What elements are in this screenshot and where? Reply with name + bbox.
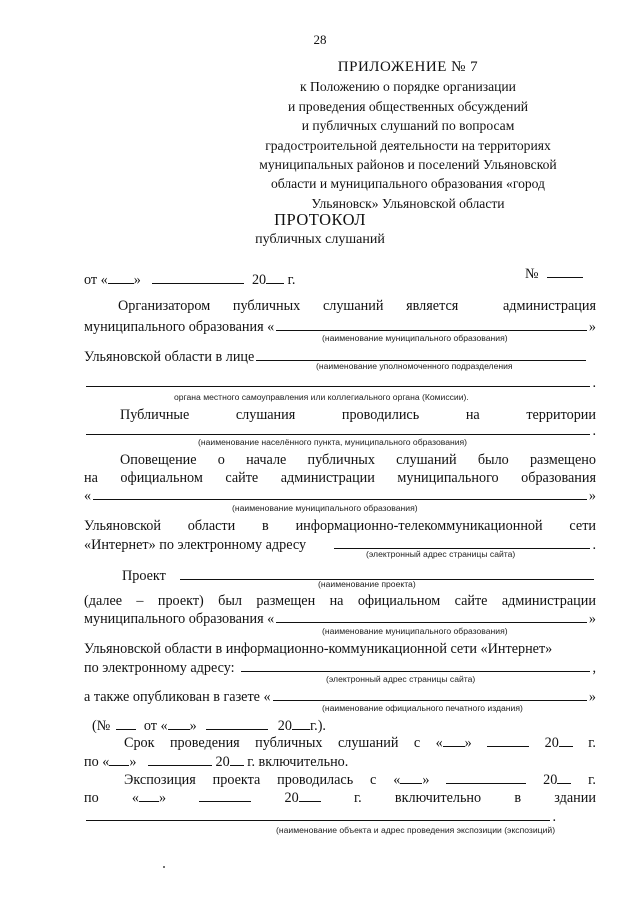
- notification-line-4: Ульяновской области в информационно-телекоммуникационной сети: [84, 518, 596, 534]
- project-line-6: а также опубликован в газете « »: [84, 686, 596, 707]
- protocol-number: №: [525, 264, 615, 284]
- notification-line-1: Оповещение о начале публичных слушаний было размещено: [120, 452, 596, 468]
- exposition-from-month-blank[interactable]: [446, 770, 526, 784]
- caption-settlement: (наименование населённого пункта, муниципального образования): [198, 437, 468, 447]
- caption-exposition: (наименование объекта и адрес проведения экспозиции (экспозиций): [276, 825, 556, 835]
- organizer-line-3: Ульяновской области в лице: [84, 346, 596, 367]
- project-line-3: муниципального образования « »: [84, 608, 596, 629]
- organ-field[interactable]: [86, 372, 590, 387]
- scan-speck: [163, 866, 165, 868]
- issue-day-blank[interactable]: [168, 716, 190, 730]
- exposition-from-day-blank[interactable]: [400, 770, 422, 784]
- appendix-line: и публичных слушаний по вопросам: [301, 118, 515, 134]
- exposition-line-3: .: [84, 806, 556, 827]
- appendix-line: Ульяновск» Ульяновской области: [311, 195, 505, 211]
- notification-line-5: «Интернет» по электронному адресу .: [84, 534, 596, 555]
- caption-municipality: (наименование муниципального образования): [322, 333, 508, 343]
- appendix-line: к Положению о порядке организации: [300, 79, 516, 95]
- year-blank[interactable]: [266, 270, 284, 284]
- appendix-line: и проведения общественных обсуждений: [287, 98, 528, 114]
- period-line-1: Срок проведения публичных слушаний с « » 20 г.: [124, 735, 596, 751]
- notification-line-2: на официальном сайте администрации муниципального образования: [84, 470, 596, 486]
- exposition-to-month-blank[interactable]: [199, 788, 251, 802]
- month-blank[interactable]: [152, 270, 244, 284]
- project-line-2: (далее – проект) был размещен на официальном сайте администрации: [84, 593, 596, 609]
- newspaper-field[interactable]: [273, 686, 587, 701]
- project-line-4: Ульяновской области в информационно-коммуникационной сети «Интернет»: [84, 641, 553, 657]
- notification-url-field[interactable]: [334, 534, 590, 549]
- caption-project: (наименование проекта): [318, 579, 416, 589]
- hearings-line-1: Публичные слушания проводились на территории: [120, 407, 596, 423]
- period-from-month-blank[interactable]: [487, 733, 529, 747]
- department-field[interactable]: [256, 346, 586, 361]
- issue-number-blank[interactable]: [116, 716, 136, 730]
- exposition-to-year-blank[interactable]: [299, 788, 321, 802]
- exposition-to-day-blank[interactable]: [139, 788, 159, 802]
- issue-month-blank[interactable]: [206, 716, 268, 730]
- period-to-day-blank[interactable]: [109, 752, 129, 766]
- appendix-header: [228, 58, 588, 213]
- exposition-from-year-blank[interactable]: [557, 770, 571, 784]
- project-line-7: (№ от « » 20 г.).: [92, 718, 326, 734]
- period-line-2: по « » 20 г. включительно.: [84, 754, 349, 770]
- caption-organ: органа местного самоуправления или коллегиального органа (Комиссии).: [174, 392, 469, 402]
- notification-municipality-field[interactable]: [93, 485, 587, 500]
- issue-year-blank[interactable]: [292, 716, 310, 730]
- municipality-field[interactable]: [276, 316, 587, 331]
- caption-project-url: (электронный адрес страницы сайта): [326, 674, 476, 684]
- caption-newspaper: (наименование официального печатного издания): [322, 703, 523, 713]
- caption-department: (наименование уполномоченного подразделения: [316, 361, 513, 371]
- organizer-line-1: Организатором публичных слушаний является администрация: [118, 298, 596, 314]
- project-name-field[interactable]: [180, 565, 594, 580]
- appendix-title: ПРИЛОЖЕНИЕ № 7: [337, 59, 479, 75]
- caption-notification-url: (электронный адрес страницы сайта): [366, 549, 516, 559]
- number-blank[interactable]: [547, 264, 583, 278]
- period-from-year-blank[interactable]: [559, 733, 573, 747]
- notification-line-3: « »: [84, 485, 596, 506]
- caption-project-municipality: (наименование муниципального образования): [322, 626, 508, 636]
- settlement-field[interactable]: [86, 420, 590, 435]
- period-to-month-blank[interactable]: [148, 752, 212, 766]
- appendix-line: области и муниципального образования «город: [271, 176, 545, 192]
- exposition-location-field[interactable]: [86, 806, 550, 821]
- project-line-1: Проект: [122, 565, 596, 586]
- project-url-field[interactable]: [241, 657, 591, 672]
- period-to-year-blank[interactable]: [230, 752, 244, 766]
- hearings-line-2: .: [84, 420, 596, 441]
- date-line: от « » 20 г.: [84, 272, 296, 288]
- exposition-line-2: по « » 20 г. включительно в здании: [84, 790, 596, 806]
- protocol-subtitle: публичных слушаний: [255, 232, 385, 247]
- period-from-day-blank[interactable]: [443, 733, 465, 747]
- day-blank[interactable]: [108, 270, 134, 284]
- caption-notification-municipality: (наименование муниципального образования): [232, 503, 418, 513]
- project-municipality-field[interactable]: [276, 608, 587, 623]
- appendix-line: градостроительной деятельности на территориях: [265, 137, 551, 153]
- appendix-line: муниципальных районов и поселений Ульяновской: [259, 157, 557, 173]
- exposition-line-1: Экспозиция проекта проводилась с « » 20 г.: [124, 772, 596, 788]
- organizer-line-4: .: [84, 372, 596, 393]
- project-line-5: по электронному адресу: ,: [84, 657, 596, 678]
- organizer-line-2: муниципального образования « »: [84, 316, 596, 337]
- page-number: 28: [313, 32, 327, 47]
- protocol-title: ПРОТОКОЛ: [274, 210, 366, 229]
